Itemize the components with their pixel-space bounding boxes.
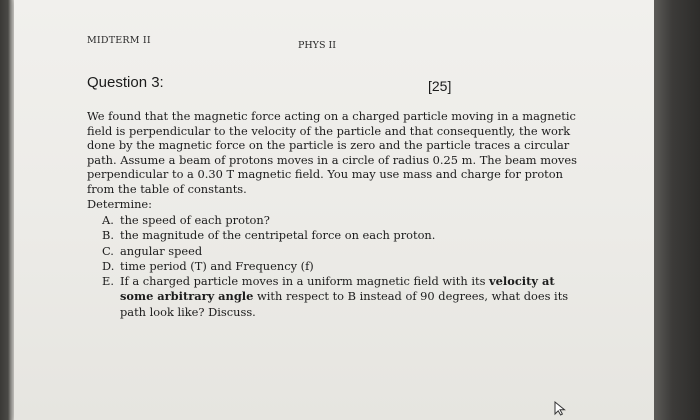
list-item [102, 274, 582, 320]
part-letter: D. [102, 258, 115, 273]
part-letter: B. [102, 228, 114, 243]
exam-document [14, 0, 654, 420]
question-parts-list [102, 213, 582, 320]
list-item [102, 259, 582, 274]
part-text-after: with respect to B instead of 90 degrees, what does its path look like? Discuss. [120, 289, 569, 319]
part-letter: E. [102, 274, 114, 289]
pointer-arrow-icon [552, 400, 568, 416]
header-exam-name: MIDTERM II [87, 35, 151, 46]
determine-label: Determine: [87, 197, 152, 211]
list-item [102, 228, 582, 243]
part-text: the magnitude of the centripetal force on each proton. [120, 228, 436, 243]
part-text: angular speed [120, 243, 203, 258]
part-text: the speed of each proton? [120, 213, 270, 227]
question-marks: [25] [428, 78, 452, 94]
list-item [102, 244, 582, 259]
list-item [102, 213, 582, 228]
part-text-bold: velocity at some arbitrary angle [120, 274, 555, 304]
part-text: time period (T) and Frequency (f) [120, 258, 314, 273]
part-letter: C. [102, 243, 114, 258]
exam-paper [14, 0, 654, 420]
part-text-before: If a charged particle moves in a uniform magnetic field with its [120, 274, 490, 289]
part-letter: A. [102, 213, 114, 227]
background-edge [654, 0, 700, 420]
header-course-name: PHYS II [298, 40, 336, 51]
question-paragraph: We found that the magnetic force acting on a charged particle moving in a magnetic field is perpendicular to the velocity of the particle and that consequently, the work done by the magnetic force on the particle is zero and the particle traces a circular path. Assume a beam of protons moves in a circle of radius 0.25 m. The beam moves perpendicular to a 0.30 T magnetic field. You may use mass and charge for proton from the table of constants. [87, 109, 577, 196]
question-title: Question 3: [87, 74, 164, 91]
